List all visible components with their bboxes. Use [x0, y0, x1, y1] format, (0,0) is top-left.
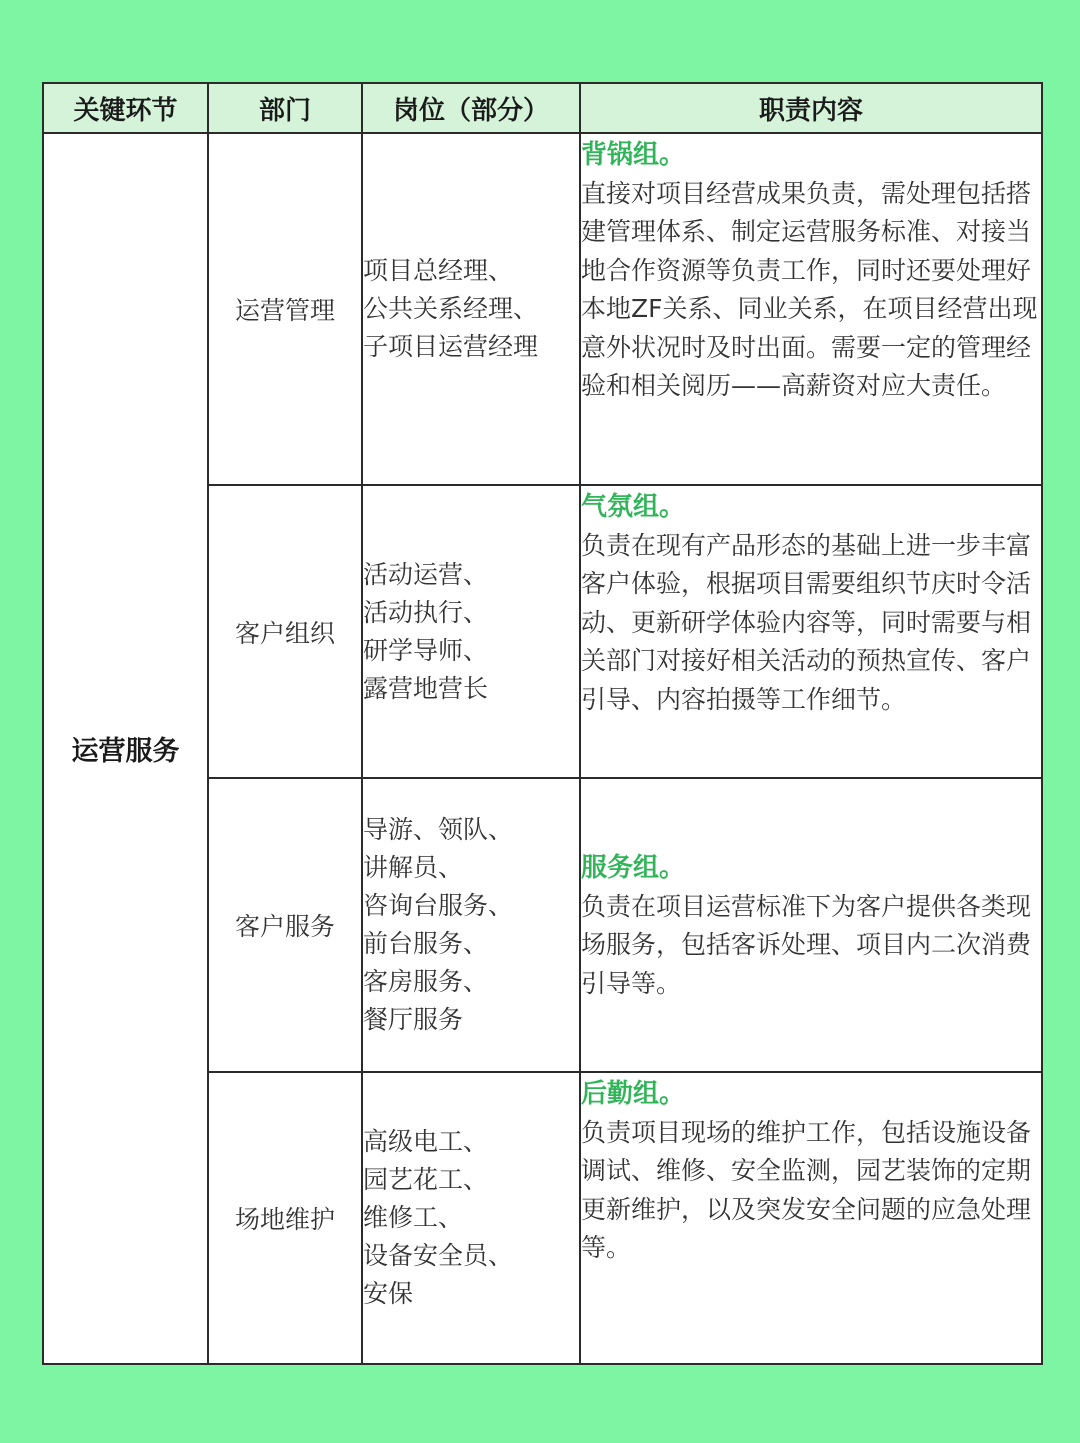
- post-item: 讲解员、: [363, 853, 464, 882]
- post-item: 维修工、: [363, 1203, 464, 1232]
- duty-cell: [580, 778, 1042, 1072]
- post-item: 园艺花工、: [363, 1165, 489, 1194]
- duty-description: 负责项目现场的维护工作，包括设施设备调试、维修、安全监测，园艺装饰的定期更新维护，以及突发安全问题的应急处理等。: [581, 1117, 1032, 1262]
- group-label: 气氛组。: [581, 492, 686, 522]
- post-item: 咨询台服务、: [363, 891, 514, 920]
- group-label: 后勤组。: [581, 1079, 686, 1109]
- posts-cell: [362, 133, 580, 485]
- group-label: 服务组。: [581, 853, 686, 883]
- table-row: [43, 133, 1042, 485]
- dept-cell: 场地维护: [208, 1072, 362, 1364]
- posts-cell: [362, 485, 580, 778]
- post-item: 客房服务、: [363, 967, 489, 996]
- posts-cell: [362, 778, 580, 1072]
- post-item: 研学导师、: [363, 635, 489, 665]
- duty-description: 负责在项目运营标准下为客户提供各类现场服务，包括客诉处理、项目内二次消费引导等。: [581, 891, 1032, 998]
- post-item: 高级电工、: [363, 1127, 489, 1156]
- post-item: 安保: [363, 1279, 414, 1308]
- post-item: 活动执行、: [363, 597, 489, 627]
- responsibility-table: [42, 82, 1043, 1365]
- post-item: 子项目运营经理: [363, 332, 539, 361]
- dept-cell: 运营管理: [208, 133, 362, 485]
- duty-cell: [580, 1072, 1042, 1364]
- header-department: 部门: [208, 83, 362, 133]
- post-item: 前台服务、: [363, 929, 489, 958]
- header-duties: 职责内容: [580, 83, 1042, 133]
- post-item: 公共关系经理、: [363, 294, 539, 323]
- header-row: [43, 83, 1042, 133]
- group-label: 背锅组。: [581, 140, 686, 170]
- duty-description: 负责在现有产品形态的基础上进一步丰富客户体验，根据项目需要组织节庆时令活动、更新研学体验内容等，同时需要与相关部门对接好相关活动的预热宣传、客户引导、内容拍摄等工作细节。: [581, 530, 1032, 714]
- dept-cell: 客户服务: [208, 778, 362, 1072]
- header-key-stage: 关键环节: [43, 83, 208, 133]
- posts-cell: [362, 1072, 580, 1364]
- post-item: 活动运营、: [363, 559, 489, 589]
- post-item: 露营地营长: [363, 673, 489, 703]
- duty-description: 直接对项目经营成果负责，需处理包括搭建管理体系、制定运营服务标准、对接当地合作资源等负责工作，同时还要处理好本地ZF关系、同业关系，在项目经营出现意外状况时及时出面。需要一定的管理经验和相关阅历——高薪资对应大责任。: [581, 178, 1038, 400]
- post-item: 餐厅服务: [363, 1005, 464, 1034]
- dept-cell: 客户组织: [208, 485, 362, 778]
- stage-cell: 运营服务: [43, 133, 208, 1364]
- header-positions: 岗位（部分）: [362, 83, 580, 133]
- duty-cell: [580, 485, 1042, 778]
- post-item: 设备安全员、: [363, 1241, 514, 1270]
- duty-cell: [580, 133, 1042, 485]
- post-item: 项目总经理、: [363, 256, 514, 285]
- post-item: 导游、领队、: [363, 815, 514, 844]
